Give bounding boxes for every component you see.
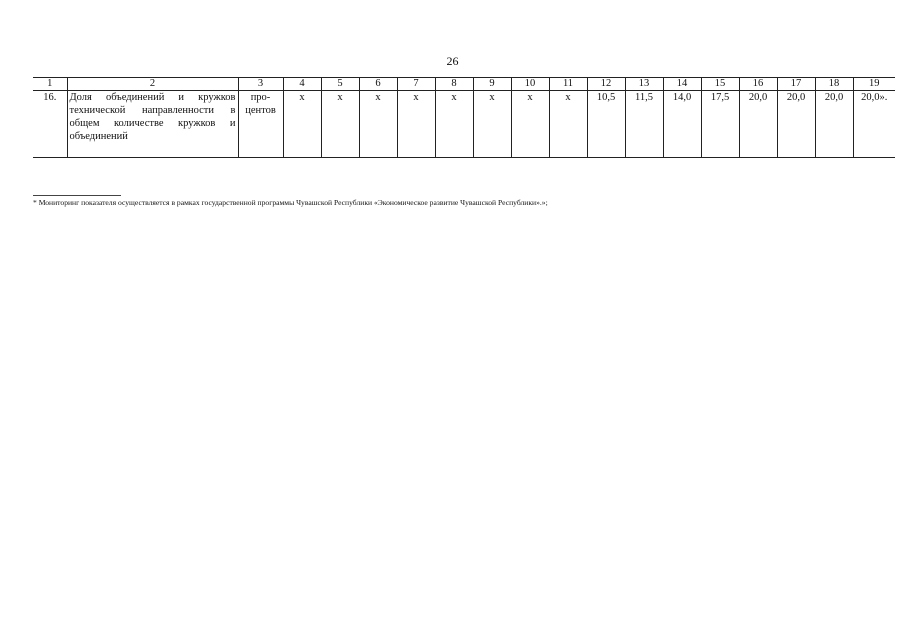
value-cell: x — [283, 91, 321, 158]
value-cell: x — [397, 91, 435, 158]
column-number-header: 3 — [238, 78, 283, 91]
row-number: 16. — [33, 91, 67, 158]
column-number-header: 2 — [67, 78, 238, 91]
value-cell: x — [435, 91, 473, 158]
value-cell: 20,0 — [777, 91, 815, 158]
value-cell: 10,5 — [587, 91, 625, 158]
column-number-header: 14 — [663, 78, 701, 91]
column-number-header: 6 — [359, 78, 397, 91]
footnote-divider — [33, 195, 121, 196]
column-number-header: 9 — [473, 78, 511, 91]
column-number-header: 19 — [853, 78, 895, 91]
value-cell: 20,0». — [853, 91, 895, 158]
value-cell: 14,0 — [663, 91, 701, 158]
column-number-header: 8 — [435, 78, 473, 91]
column-number-header: 13 — [625, 78, 663, 91]
indicator-table — [33, 77, 895, 158]
column-number-header: 10 — [511, 78, 549, 91]
unit-of-measure: про-центов — [238, 91, 283, 158]
column-number-header: 15 — [701, 78, 739, 91]
column-number-header: 18 — [815, 78, 853, 91]
value-cell: 17,5 — [701, 91, 739, 158]
page-number: 26 — [446, 54, 459, 68]
column-number-header: 11 — [549, 78, 587, 91]
value-cell: x — [321, 91, 359, 158]
column-number-header: 7 — [397, 78, 435, 91]
table-row — [33, 91, 895, 158]
column-number-header: 1 — [33, 78, 67, 91]
value-cell: 20,0 — [815, 91, 853, 158]
table-header-row — [33, 78, 895, 91]
column-number-header: 4 — [283, 78, 321, 91]
column-number-header: 16 — [739, 78, 777, 91]
value-cell: x — [359, 91, 397, 158]
column-number-header: 17 — [777, 78, 815, 91]
footnote: * Мониторинг показателя осуществляется в рамках государственной программы Чувашской Республики «Экономическое развитие Чувашской Республики».»; — [33, 198, 548, 207]
value-cell: x — [549, 91, 587, 158]
column-number-header: 12 — [587, 78, 625, 91]
value-cell: 20,0 — [739, 91, 777, 158]
value-cell: x — [511, 91, 549, 158]
value-cell: 11,5 — [625, 91, 663, 158]
indicator-name: Доля объединений и кружков технической направленности в общем количестве кружков и объединений — [67, 91, 238, 158]
column-number-header: 5 — [321, 78, 359, 91]
value-cell: x — [473, 91, 511, 158]
